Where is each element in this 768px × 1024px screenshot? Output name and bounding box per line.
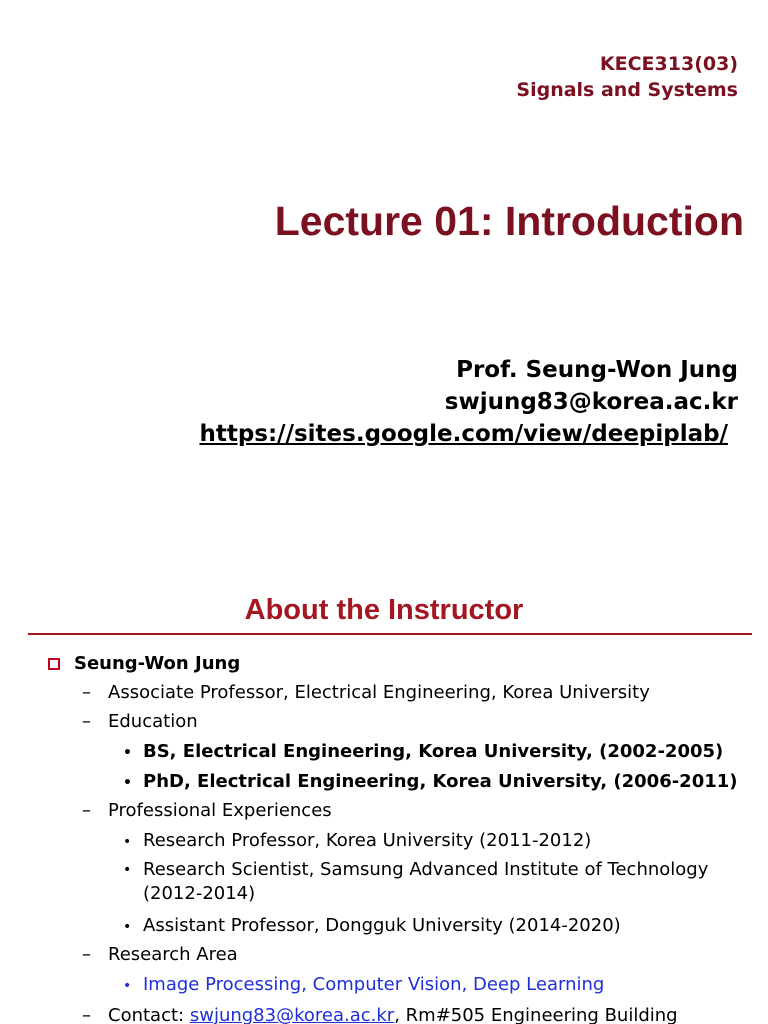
dot-bullet-icon: • [123, 745, 132, 761]
list-item [82, 681, 650, 705]
list-item [82, 1004, 678, 1024]
experience-3: Assistant Professor, Dongguk University (2014-2020) [143, 915, 621, 936]
experience-1: Research Professor, Korea University (2011-2012) [143, 830, 592, 851]
square-bullet-icon [48, 658, 60, 670]
experience-label: Professional Experiences [108, 800, 332, 821]
education-label: Education [108, 711, 198, 732]
dash-bullet-icon: – [82, 711, 91, 732]
instructor-slide [0, 576, 768, 1024]
course-name: Signals and Systems [516, 79, 738, 101]
dot-bullet-icon: • [123, 834, 132, 850]
course-code: KECE313(03) [599, 53, 738, 75]
list-item [82, 710, 198, 734]
list-item [123, 770, 738, 795]
instructor-name-item [48, 652, 240, 676]
professor-email: swjung83@korea.ac.kr [444, 389, 738, 415]
list-item [123, 914, 621, 939]
education-bs: BS, Electrical Engineering, Korea University, (2002-2005) [143, 741, 724, 762]
lab-url-link[interactable]: https://sites.google.com/view/deepiplab/ [199, 421, 728, 447]
list-item [123, 973, 604, 998]
dash-bullet-icon: – [82, 1005, 91, 1024]
list-item [82, 799, 332, 823]
instructor-name: Seung-Won Jung [74, 653, 241, 674]
list-item [82, 943, 238, 967]
dash-bullet-icon: – [82, 800, 91, 821]
list-item [123, 740, 723, 765]
dot-bullet-icon: • [123, 862, 132, 878]
position-text: Associate Professor, Electrical Engineering, Korea University [108, 682, 650, 703]
contact-label: Contact: [108, 1005, 185, 1024]
list-item [123, 858, 733, 906]
slide-title: About the Instructor [244, 594, 524, 626]
education-phd: PhD, Electrical Engineering, Korea University, (2006-2011) [143, 771, 738, 792]
research-label: Research Area [108, 944, 238, 965]
lecture-title: Lecture 01: Introduction [274, 198, 744, 244]
professor-info [199, 354, 738, 450]
dot-bullet-icon: • [123, 775, 132, 791]
dash-bullet-icon: – [82, 944, 91, 965]
list-item [123, 829, 591, 854]
dot-bullet-icon: • [123, 919, 132, 935]
dash-bullet-icon: – [82, 682, 91, 703]
dot-bullet-icon: • [123, 978, 132, 994]
contact-room: , Rm#505 Engineering Building [394, 1005, 678, 1024]
title-divider [28, 633, 752, 635]
research-areas: Image Processing, Computer Vision, Deep Learning [143, 974, 605, 995]
professor-name: Prof. Seung-Won Jung [456, 357, 738, 383]
experience-2: Research Scientist, Samsung Advanced Institute of Technology (2012-2014) [143, 859, 709, 904]
contact-email-link[interactable]: swjung83@korea.ac.kr [189, 1005, 395, 1024]
